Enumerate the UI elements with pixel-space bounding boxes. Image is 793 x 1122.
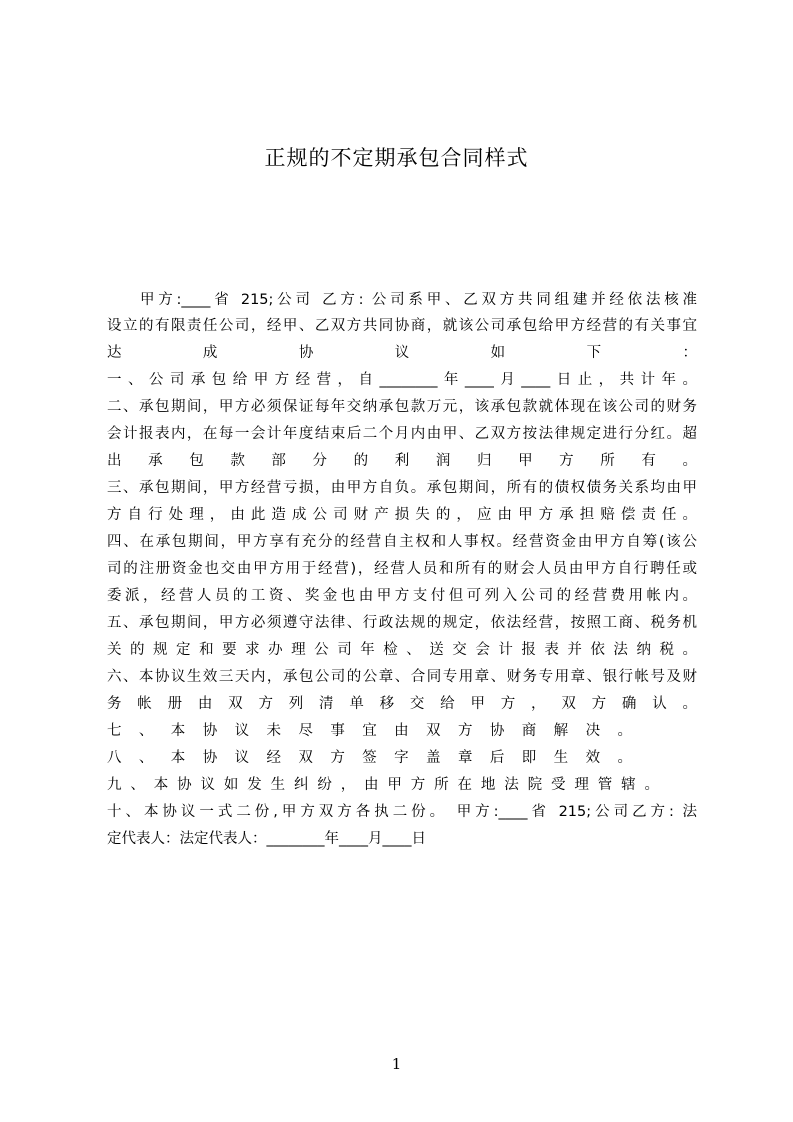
paragraph-line: 达 成 协 议 如 下 ：: [107, 345, 697, 361]
paragraph-line: 会计报表内，在每一会计年度结束后二个月内由甲、乙双方按法律规定进行分红。超: [107, 426, 697, 442]
clause-4: 四、在承包期间，甲方享有充分的经营自主权和人事权。经营资金由甲方自筹(该公: [107, 534, 697, 550]
clause-9: 九 、 本 协 议 如 发 生 纠 纷 ， 由 甲 方 所 在 地 法 院 受 理 管 辖 。: [107, 777, 659, 793]
clause-8: 八 、 本 协 议 经 双 方 签 字 盖 章 后 即 生 效 。: [107, 750, 632, 766]
clause-1: 一、公司承包给甲方经营，自________年____月____日止，共计年。: [107, 372, 697, 388]
clause-2: 二、承包期间，甲方必须保证每年交纳承包款万元，该承包款就体现在该公司的财务: [107, 399, 697, 415]
page-number: 1: [391, 1055, 402, 1073]
document-title: 正规的不定期承包合同样式: [264, 146, 529, 170]
paragraph-line: 司的注册资金也交由甲方用于经营)，经营人员和所有的财会人员由甲方自行聘任或: [107, 561, 697, 577]
paragraph-line-parties: 甲方:____省 215;公司 乙方: 公司系甲、乙双方共同组建并经依法核准: [140, 292, 697, 308]
paragraph-line: 设立的有限责任公司，经甲、乙双方共同协商，就该公司承包给甲方经营的有关事宜: [107, 318, 697, 334]
paragraph-line: 方 自 行 处 理 ， 由 此 造 成 公 司 财 产 损 失 的 ， 应 由 甲 方 承 担 赔 偿 责 任 。: [107, 507, 697, 523]
signature-line: 定代表人：法定代表人：________年____月____日: [107, 831, 426, 847]
paragraph-line: 委派，经营人员的工资、奖金也由甲方支付但可列入公司的经营费用帐内。: [107, 588, 697, 604]
paragraph-line: 出 承 包 款 部 分 的 利 润 归 甲 方 所 有 。: [107, 453, 697, 469]
clause-7: 七 、 本 协 议 未 尽 事 宜 由 双 方 协 商 解 决 。: [107, 723, 632, 739]
paragraph-line: 关 的 规 定 和 要 求 办 理 公 司 年 检 、 送 交 会 计 报 表 并 依 法 纳 税 。: [107, 642, 697, 658]
clause-10: 十、本协议一式二份,甲方双方各执二份。 甲方:____省 215;公司乙方: 法: [107, 804, 697, 820]
paragraph-line: 务 帐 册 由 双 方 列 清 单 移 交 给 甲 方 ， 双 方 确 认 。: [107, 696, 697, 712]
clause-6: 六、本协议生效三天内，承包公司的公章、合同专用章、财务专用章、银行帐号及财: [107, 669, 697, 685]
clause-3: 三、承包期间，甲方经营亏损，由甲方自负。承包期间，所有的债权债务关系均由甲: [107, 480, 697, 496]
clause-5: 五、承包期间，甲方必须遵守法律、行政法规的规定，依法经营，按照工商、税务机: [107, 615, 697, 631]
